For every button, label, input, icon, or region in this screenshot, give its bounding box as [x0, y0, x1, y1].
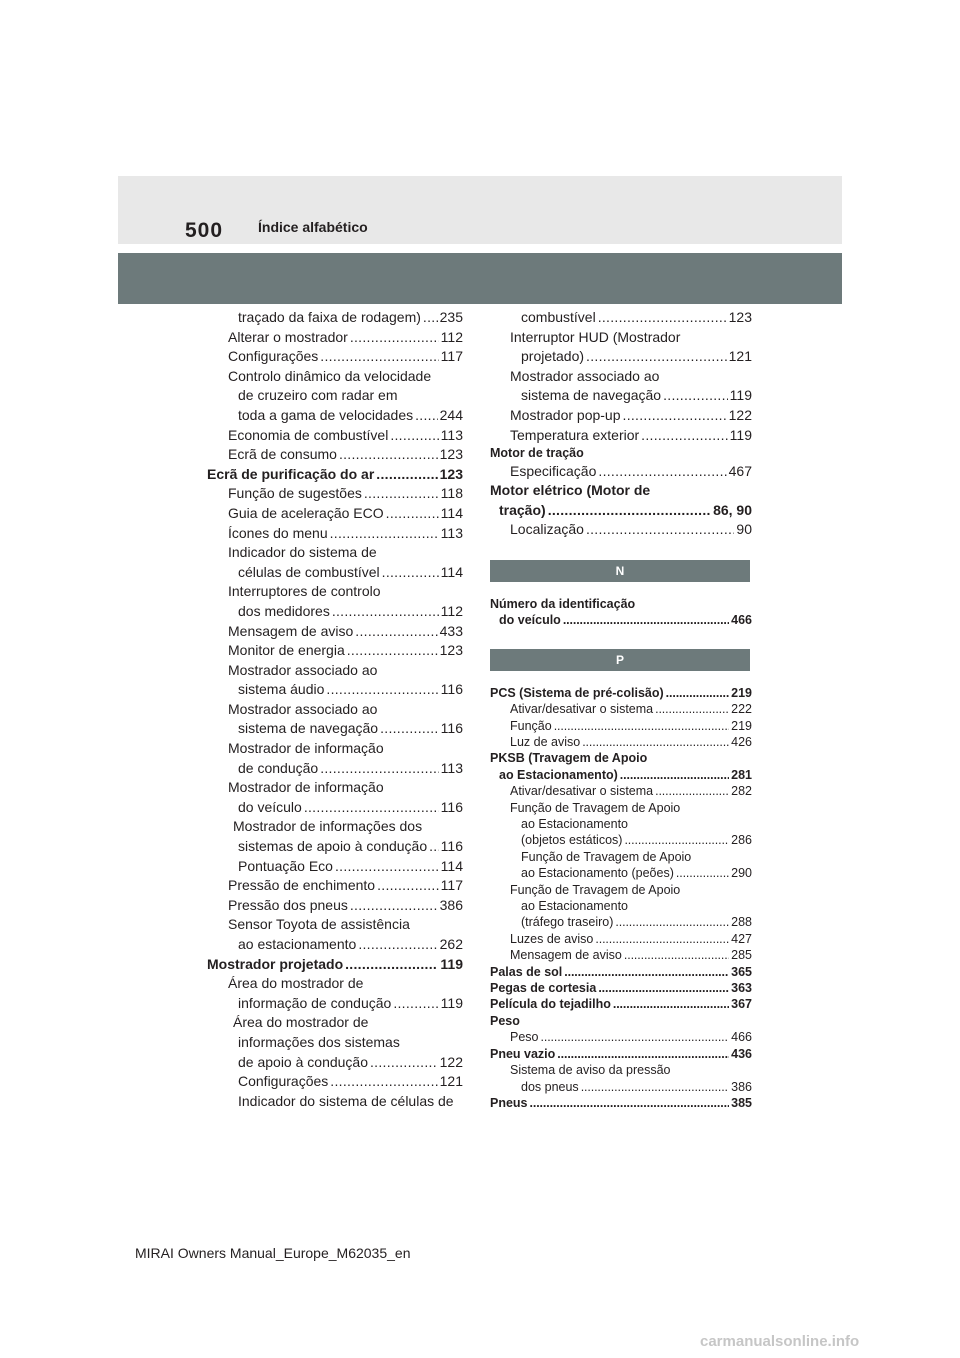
index-entry-term: Pressão dos pneus: [228, 896, 348, 913]
index-entry: [207, 524, 463, 544]
dot-leader: [624, 947, 729, 963]
index-entry-term: Peso: [510, 1030, 539, 1045]
index-entry-term: PCS (Sistema de pré-colisão): [490, 685, 664, 700]
index-entry-term: Luz de aviso: [510, 734, 581, 749]
index-entry-page[interactable]: 114: [440, 504, 463, 521]
dot-leader: [586, 520, 734, 540]
index-entry-term: Função de Travagem de Apoio: [510, 882, 681, 897]
index-entry: [490, 612, 752, 628]
dot-leader: [423, 308, 438, 328]
index-entry: [490, 783, 752, 799]
dot-leader: [564, 964, 729, 980]
page-number: 500: [185, 219, 224, 242]
dot-leader: [326, 680, 438, 700]
index-entry-page[interactable]: 116: [440, 838, 463, 855]
index-entry-term: Economia de combustível: [228, 426, 389, 443]
index-entry-page[interactable]: 119: [440, 994, 463, 1011]
dot-leader: [554, 718, 729, 734]
index-entry-page[interactable]: 219: [731, 685, 752, 700]
dot-leader: [581, 1079, 729, 1095]
index-entry-term: Mostrador projetado: [207, 955, 344, 972]
index-entry-page[interactable]: 466: [731, 613, 752, 628]
dot-leader: [304, 798, 439, 818]
index-entry-term: Configurações: [228, 348, 319, 365]
index-entry-term: informação de condução: [238, 994, 392, 1011]
index-entry: [207, 1013, 463, 1033]
index-entry: [490, 734, 752, 750]
header-band: [118, 176, 842, 244]
index-entry: [207, 896, 463, 916]
index-entry-term: combustível: [521, 309, 596, 325]
index-entry: [207, 1092, 463, 1112]
index-entry: [207, 935, 463, 955]
index-entry-term: ao Estacionamento): [499, 767, 618, 782]
index-entry: [207, 1072, 463, 1092]
index-entry: [207, 386, 463, 406]
letter-heading-p: P: [490, 649, 750, 671]
index-entry-term: Pegas de cortesia: [490, 981, 597, 996]
index-entry-page[interactable]: 114: [440, 857, 463, 874]
dot-leader: [586, 347, 727, 367]
dot-leader: [676, 865, 729, 881]
index-entry: [490, 685, 752, 701]
dot-leader: [350, 328, 439, 348]
index-entry-page[interactable]: 90: [736, 521, 752, 538]
index-entry-page[interactable]: 365: [731, 964, 752, 979]
index-entry-term: sistema áudio: [238, 681, 325, 698]
dot-leader: [320, 759, 438, 779]
index-entry-page[interactable]: 114: [440, 563, 463, 580]
index-entry: [490, 308, 752, 328]
index-entry: [207, 817, 463, 837]
index-entry-term: Controlo dinâmico da velocidade: [228, 367, 432, 384]
index-entry-page[interactable]: 285: [731, 948, 752, 963]
index-entry: [207, 602, 463, 622]
index-entry-term: Sistema de aviso da pressão: [510, 1063, 671, 1078]
index-entry-term: Mensagem de aviso: [510, 948, 622, 963]
dot-leader: [613, 996, 729, 1012]
index-entry: [490, 367, 752, 387]
index-entry: [490, 445, 752, 461]
index-entry-term: PKSB (Travagem de Apoio: [490, 751, 648, 766]
dot-leader: [330, 524, 439, 544]
index-entry-term: Interruptor HUD (Mostrador: [510, 328, 681, 345]
index-entry-page[interactable]: 385: [731, 1095, 752, 1110]
index-entry-page[interactable]: 123: [728, 309, 752, 325]
index-entry: [207, 719, 463, 739]
index-entry-page[interactable]: 123: [439, 446, 463, 463]
dot-leader: [320, 347, 438, 367]
dot-leader: [655, 701, 729, 717]
dot-leader: [339, 445, 438, 465]
index-entry-term: Ícones do menu: [228, 524, 328, 541]
dot-leader: [415, 406, 438, 426]
index-entry-term: Mostrador associado ao: [228, 700, 378, 717]
index-entry: [207, 915, 463, 935]
index-entry-term: Temperatura exterior: [510, 426, 640, 443]
index-entry: [490, 849, 752, 865]
header-dark-band: [118, 253, 842, 304]
dot-leader: [429, 837, 439, 857]
index-group-n: [490, 596, 752, 629]
index-entry-page[interactable]: 433: [439, 622, 463, 639]
index-entry: [490, 964, 752, 980]
index-entry: [490, 462, 752, 482]
index-entry-term: Pneus: [490, 1095, 528, 1110]
index-entry-page[interactable]: 113: [440, 759, 463, 776]
index-entry-page[interactable]: 219: [731, 718, 752, 733]
dot-leader: [563, 612, 729, 628]
index-entry: [207, 974, 463, 994]
index-entry-page[interactable]: 235: [439, 309, 463, 325]
index-entry-page[interactable]: 386: [439, 896, 463, 913]
index-entry: [490, 520, 752, 540]
index-entry-term: Película do tejadilho: [490, 997, 611, 1012]
index-entry-page[interactable]: 426: [731, 734, 752, 749]
index-entry: [490, 931, 752, 947]
index-entry: [490, 481, 752, 501]
index-entry-term: ao Estacionamento (peões): [521, 866, 674, 881]
index-entry-term: Mostrador de informação: [228, 740, 384, 757]
index-entry-term: do veículo: [499, 613, 561, 628]
index-entry: [207, 700, 463, 720]
index-entry-page[interactable]: 86, 90: [713, 501, 752, 518]
dot-leader: [641, 426, 728, 446]
index-entry-term: toda a gama de velocidades: [238, 406, 414, 423]
index-entry-page[interactable]: 117: [440, 348, 463, 365]
dot-leader: [358, 935, 437, 955]
index-entry-page[interactable]: 117: [440, 877, 463, 894]
index-entry: [490, 1013, 752, 1029]
index-entry-page[interactable]: 290: [731, 866, 752, 881]
index-entry: [490, 701, 752, 717]
index-entry-page[interactable]: 122: [439, 1053, 463, 1070]
index-entry: [490, 767, 752, 783]
index-entry: [207, 347, 463, 367]
index-entry-term: Função de Travagem de Apoio: [510, 800, 681, 815]
index-entry: [207, 680, 463, 700]
index-entry: [490, 596, 752, 612]
index-entry: [207, 563, 463, 583]
dot-leader: [350, 896, 438, 916]
index-entry-term: Pontuação Eco: [238, 857, 333, 874]
index-entry-page[interactable]: 118: [440, 485, 463, 502]
dot-leader: [355, 622, 437, 642]
index-entry-term: ao Estacionamento: [521, 817, 629, 831]
index-entry: [207, 1053, 463, 1073]
index-entry-term: sistema de navegação: [238, 720, 379, 737]
index-entry: [207, 798, 463, 818]
index-entry-term: (tráfego traseiro): [521, 915, 614, 930]
index-entry-term: Alterar o mostrador: [228, 328, 348, 345]
index-entry-term: tração): [499, 501, 546, 518]
index-entry-page[interactable]: 116: [440, 798, 463, 815]
index-entry-term: Localização: [510, 521, 584, 538]
index-entry-term: Mostrador associado ao: [228, 661, 378, 678]
index-entry-term: de condução: [238, 759, 319, 776]
index-entry-page[interactable]: 123: [439, 642, 463, 659]
index-entry-page[interactable]: 121: [728, 348, 752, 365]
index-entry-term: sistemas de apoio à condução: [238, 838, 428, 855]
dot-leader: [624, 832, 729, 848]
dot-leader: [386, 504, 439, 524]
index-entry: [207, 582, 463, 602]
index-entry: [207, 426, 463, 446]
index-entry: [490, 800, 752, 816]
index-entry-page[interactable]: 119: [729, 426, 752, 443]
index-entry-term: Ecrã de consumo: [228, 446, 337, 463]
index-entry-page[interactable]: 288: [731, 915, 752, 930]
index-entry: [490, 750, 752, 766]
index-entry: [207, 1033, 463, 1053]
index-entry-term: Pressão de enchimento: [228, 877, 376, 894]
index-entry-term: Mensagem de aviso: [228, 622, 354, 639]
index-entry: [490, 406, 752, 426]
index-entry: [490, 882, 752, 898]
index-entry-term: Guia de aceleração ECO: [228, 504, 384, 521]
dot-leader: [530, 1095, 730, 1111]
index-entry: [490, 1062, 752, 1078]
index-entry: [490, 501, 752, 521]
index-entry-page[interactable]: 113: [440, 524, 463, 541]
dot-leader: [598, 980, 729, 996]
dot-leader: [615, 914, 729, 930]
index-entry-term: Indicador do sistema de: [228, 544, 377, 561]
index-entry-term: Ecrã de purificação do ar: [207, 465, 375, 482]
dot-leader: [548, 501, 711, 521]
index-entry-page[interactable]: 119: [440, 955, 463, 972]
index-entry: [490, 914, 752, 930]
index-entry-term: sistema de navegação: [521, 387, 662, 404]
index-entry-term: projetado): [521, 348, 585, 365]
index-entry-term: dos medidores: [238, 602, 330, 619]
dot-leader: [655, 783, 729, 799]
index-entry: [207, 445, 463, 465]
index-entry-page[interactable]: 122: [728, 406, 752, 423]
index-entry: [490, 898, 752, 914]
index-entry: [490, 1029, 752, 1045]
dot-leader: [377, 876, 439, 896]
index-entry-term: informações dos sistemas: [238, 1033, 400, 1050]
index-entry: [490, 1079, 752, 1095]
index-entry: [207, 661, 463, 681]
index-entry-page[interactable]: 123: [439, 465, 463, 482]
index-entry-page[interactable]: 466: [731, 1030, 752, 1045]
index-entry: [207, 876, 463, 896]
index-entry: [207, 543, 463, 563]
index-entry-term: Especificação: [510, 462, 597, 479]
index-entry-term: Pneu vazio: [490, 1046, 556, 1061]
section-title: Índice alfabético: [258, 219, 368, 235]
index-entry-term: Indicador do sistema de células de: [238, 1092, 454, 1109]
index-entry-term: do veículo: [238, 798, 302, 815]
index-entry-term: Ativar/desativar o sistema: [510, 702, 654, 717]
index-entry: [207, 406, 463, 426]
index-column-left: [207, 308, 463, 1111]
index-entry: [490, 1046, 752, 1062]
index-entry: [490, 718, 752, 734]
footer-manual-id: MIRAI Owners Manual_Europe_M62035_en: [135, 1245, 411, 1261]
index-entry-term: Mostrador associado ao: [510, 367, 660, 384]
index-entry-term: Motor de tração: [490, 446, 584, 461]
index-group-p: [490, 685, 752, 1112]
index-entry: [207, 837, 463, 857]
index-entry-page[interactable]: 386: [731, 1079, 752, 1094]
index-entry-page[interactable]: 282: [731, 784, 752, 799]
index-entry: [490, 832, 752, 848]
index-entry-page[interactable]: 112: [440, 602, 463, 619]
index-entry-term: Mostrador de informação: [228, 779, 384, 796]
index-entry: [490, 816, 752, 832]
dot-leader: [598, 308, 727, 328]
index-entry-page[interactable]: 436: [731, 1046, 752, 1061]
dot-leader: [364, 484, 439, 504]
index-entry: [490, 947, 752, 963]
index-entry-page[interactable]: 262: [439, 936, 463, 952]
index-entry-page[interactable]: 286: [731, 833, 752, 848]
index-entry-page[interactable]: 222: [731, 702, 752, 717]
index-entry: [490, 386, 752, 406]
index-entry-term: Configurações: [238, 1073, 329, 1090]
index-entry-page[interactable]: 116: [440, 681, 463, 698]
index-entry-page[interactable]: 281: [731, 767, 752, 782]
dot-leader: [598, 462, 726, 482]
dot-leader: [623, 406, 727, 426]
index-entry: [207, 857, 463, 877]
dot-leader: [390, 426, 438, 446]
index-entry: [490, 328, 752, 348]
dot-leader: [582, 734, 729, 750]
index-entry: [207, 641, 463, 661]
index-entry-page[interactable]: 113: [440, 426, 463, 443]
index-entry-page[interactable]: 116: [440, 720, 463, 737]
dot-leader: [347, 641, 438, 661]
index-entry-term: Mostrador pop-up: [510, 406, 621, 423]
index-entry-term: Sensor Toyota de assistência: [228, 916, 410, 933]
index-entry: [207, 759, 463, 779]
index-entry-term: Interruptores de controlo: [228, 583, 381, 600]
index-group-m-continued: [490, 308, 752, 540]
index-entry-term: Número da identificação: [490, 596, 636, 611]
index-entry: [207, 308, 463, 328]
index-entry-page[interactable]: 427: [731, 931, 752, 946]
index-entry-term: células de combustível: [238, 563, 380, 580]
index-entry: [490, 996, 752, 1012]
index-entry: [207, 739, 463, 759]
index-entry: [490, 426, 752, 446]
index-entry-term: (objetos estáticos): [521, 833, 623, 848]
dot-leader: [376, 465, 437, 485]
index-entry-page[interactable]: 244: [439, 406, 463, 423]
index-entry-term: Monitor de energia: [228, 642, 345, 659]
dot-leader: [663, 386, 728, 406]
index-entry-term: Palas de sol: [490, 964, 563, 979]
dot-leader: [380, 719, 439, 739]
index-entry-term: Peso: [490, 1013, 520, 1028]
index-entry-term: ao Estacionamento: [521, 899, 629, 914]
index-entry-page[interactable]: 112: [440, 328, 463, 345]
index-entry-page[interactable]: 363: [731, 981, 752, 996]
index-entry: [207, 484, 463, 504]
index-entry-page[interactable]: 121: [439, 1073, 463, 1090]
index-entry-term: de apoio à condução: [238, 1053, 368, 1070]
index-entry-term: Função de Travagem de Apoio: [521, 849, 692, 864]
dot-leader: [382, 563, 439, 583]
dot-leader: [557, 1046, 729, 1062]
index-entry: [207, 994, 463, 1014]
index-entry-term: Motor elétrico (Motor de: [490, 482, 651, 499]
dot-leader: [370, 1053, 438, 1073]
index-entry: [490, 347, 752, 367]
index-entry: [207, 955, 463, 975]
index-entry: [207, 328, 463, 348]
dot-leader: [620, 767, 729, 783]
index-entry-term: Ativar/desativar o sistema: [510, 784, 654, 799]
index-entry-term: de cruzeiro com radar em: [238, 387, 398, 404]
index-entry-term: Mostrador de informações dos: [233, 818, 423, 835]
index-entry: [490, 980, 752, 996]
index-entry-page[interactable]: 467: [728, 462, 752, 479]
dot-leader: [595, 931, 729, 947]
index-entry: [207, 465, 463, 485]
index-entry: [490, 865, 752, 881]
dot-leader: [393, 994, 438, 1014]
dot-leader: [345, 955, 438, 975]
watermark: carmanualsonline.info: [700, 1333, 860, 1350]
index-entry-term: Área do mostrador de: [228, 975, 364, 992]
index-entry: [207, 622, 463, 642]
index-entry: [207, 504, 463, 524]
index-entry: [490, 1095, 752, 1111]
index-entry: [207, 367, 463, 387]
index-column-right: [490, 308, 752, 1111]
dot-leader: [541, 1029, 730, 1045]
index-entry-term: ao estacionamento: [238, 936, 357, 952]
index-entry: [207, 778, 463, 798]
index-entry-term: dos pneus: [521, 1079, 579, 1094]
index-entry-page[interactable]: 119: [729, 387, 752, 404]
index-entry-term: Luzes de aviso: [510, 931, 594, 946]
index-entry-page[interactable]: 367: [731, 997, 752, 1012]
index-entry-term: Área do mostrador de: [233, 1014, 369, 1031]
dot-leader: [332, 602, 439, 622]
index-entry-term: traçado da faixa de rodagem): [238, 309, 421, 325]
index-entry-term: Função de sugestões: [228, 485, 362, 502]
index-entry-term: Função: [510, 718, 552, 733]
dot-leader: [330, 1072, 437, 1092]
dot-leader: [335, 857, 439, 877]
letter-heading-n: N: [490, 560, 750, 582]
dot-leader: [666, 685, 729, 701]
